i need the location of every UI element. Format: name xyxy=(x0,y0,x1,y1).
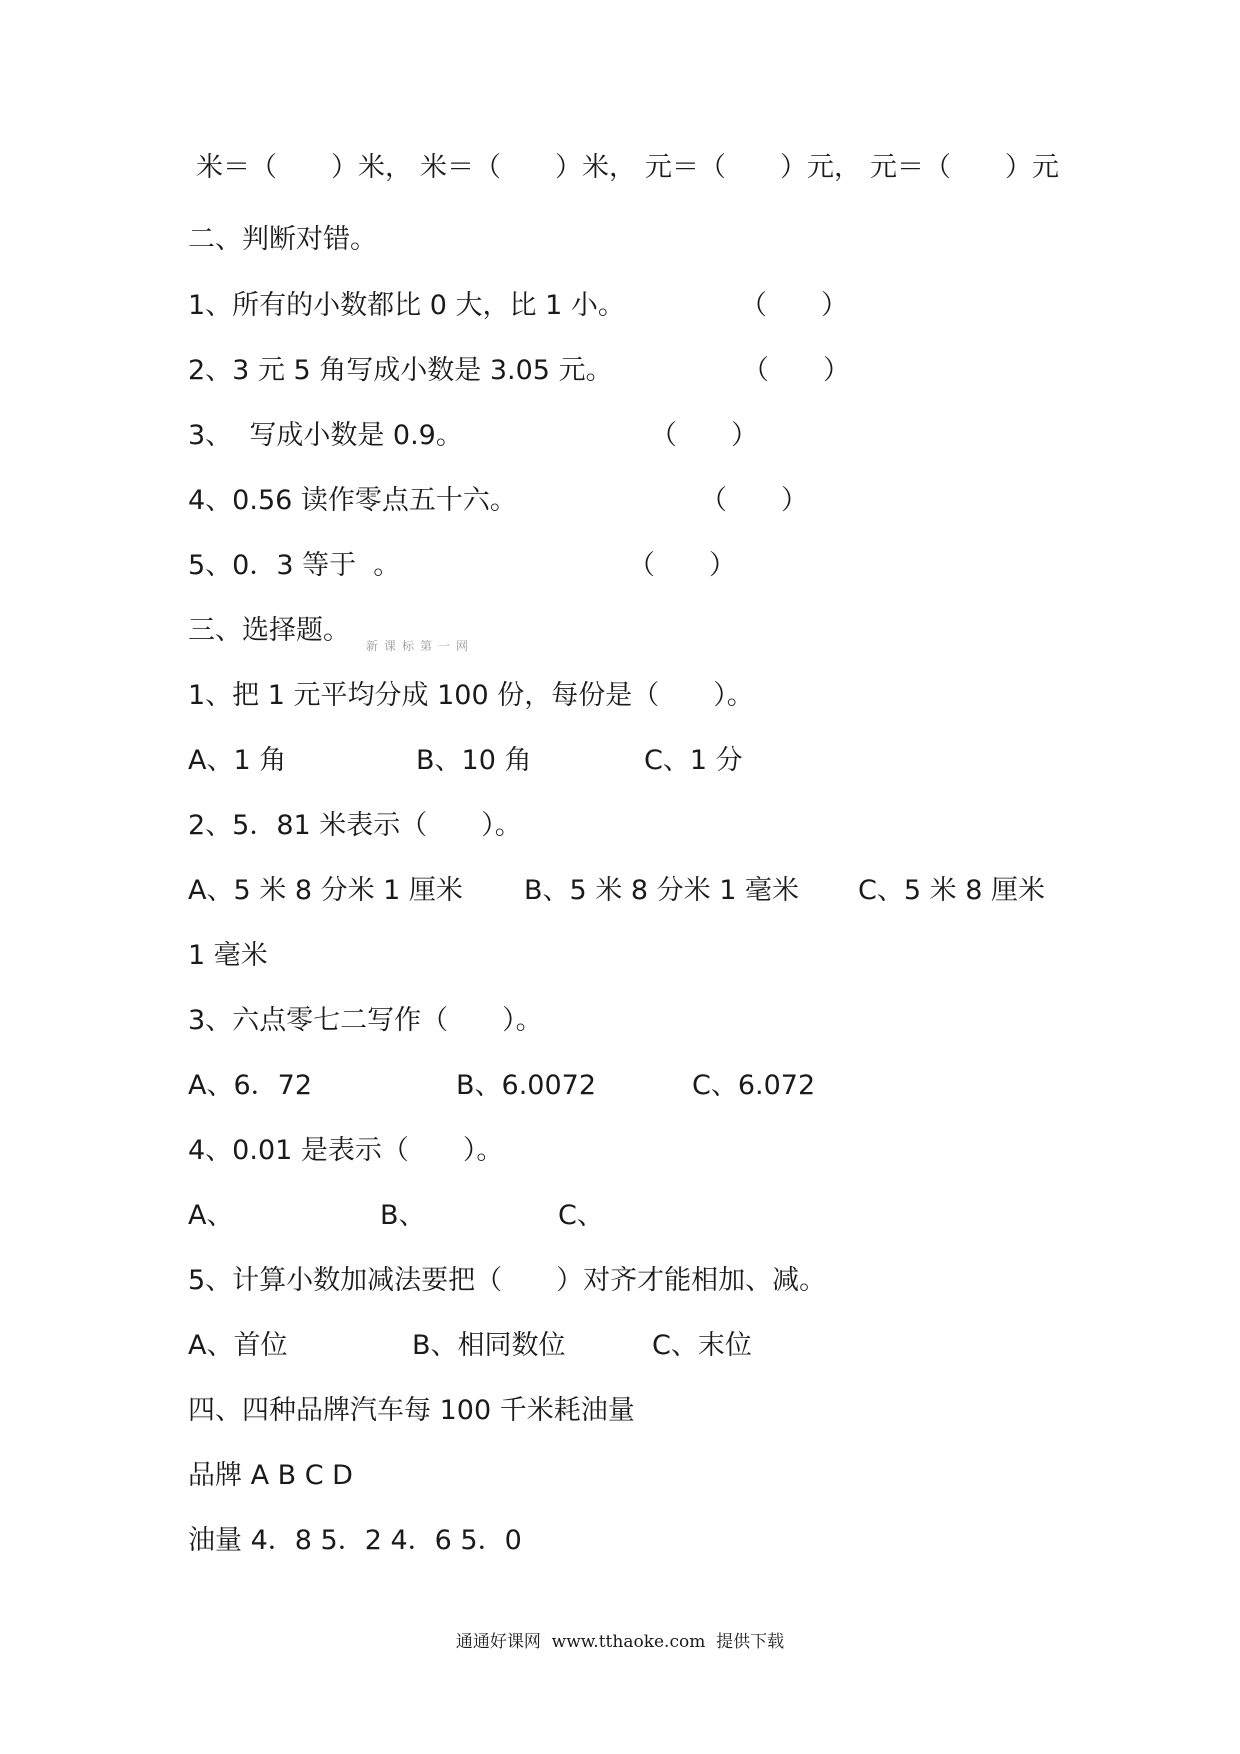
tf-answer-3: （ ） xyxy=(650,420,758,451)
tf-item-2: 2、3 元 5 角写成小数是 3.05 元。 xyxy=(188,355,613,386)
tf-item-4: 4、0.56 读作零点五十六。 xyxy=(188,485,517,516)
mc-q3-option-a: A、6．72 xyxy=(188,1070,313,1101)
mc-q2-option-a: A、5 米 8 分米 1 厘米 xyxy=(188,875,463,906)
mc-q2-continuation: 1 毫米 xyxy=(188,940,268,971)
conversion-item-1: 米＝（ ）米， xyxy=(196,152,412,183)
conversion-item-4: 元＝（ ）元 xyxy=(870,152,1059,183)
mc-q4-option-a: A、 xyxy=(188,1200,234,1231)
mc-q5-option-b: B、相同数位 xyxy=(412,1330,566,1361)
section4-heading: 四、四种品牌汽车每 100 千米耗油量 xyxy=(188,1395,635,1426)
mc-q3-option-b: B、6.0072 xyxy=(456,1070,596,1101)
tf-answer-2: （ ） xyxy=(742,355,850,386)
mc-q1-option-b: B、10 角 xyxy=(416,745,532,776)
watermark: 新课标第一网 xyxy=(366,639,475,653)
tf-item-5: 5、0．3 等于 。 xyxy=(188,550,401,581)
mc-question-2: 2、5．81 米表示（ ）。 xyxy=(188,810,522,841)
conversion-item-3: 元＝（ ）元， xyxy=(645,152,861,183)
tf-answer-5: （ ） xyxy=(628,550,736,581)
mc-question-1: 1、把 1 元平均分成 100 份，每份是（ ）。 xyxy=(188,680,754,711)
section3-heading: 三、选择题。 xyxy=(188,615,350,646)
mc-q4-option-c: C、 xyxy=(558,1200,604,1231)
mc-q5-option-c: C、末位 xyxy=(652,1330,752,1361)
mc-q5-option-a: A、首位 xyxy=(188,1330,288,1361)
mc-question-4: 4、0.01 是表示（ ）。 xyxy=(188,1135,504,1166)
mc-q3-option-c: C、6.072 xyxy=(692,1070,816,1101)
tf-item-1: 1、所有的小数都比 0 大，比 1 小。 xyxy=(188,290,625,321)
section2-heading: 二、判断对错。 xyxy=(188,224,377,255)
fuel-row: 油量 4．8 5．2 4．6 5．0 xyxy=(188,1525,522,1556)
footer: 通通好课网 www.tthaoke.com 提供下载 xyxy=(455,1632,785,1652)
mc-question-3: 3、六点零七二写作（ ）。 xyxy=(188,1005,543,1036)
mc-q1-option-c: C、1 分 xyxy=(644,745,743,776)
mc-q1-option-a: A、1 角 xyxy=(188,745,287,776)
mc-q2-option-b: B、5 米 8 分米 1 毫米 xyxy=(524,875,799,906)
tf-answer-4: （ ） xyxy=(700,485,808,516)
mc-q2-option-c: C、5 米 8 厘米 xyxy=(858,875,1045,906)
tf-item-3: 3、 写成小数是 0.9。 xyxy=(188,420,463,451)
mc-question-5: 5、计算小数加减法要把（ ）对齐才能相加、减。 xyxy=(188,1265,827,1296)
mc-q4-option-b: B、 xyxy=(380,1200,426,1231)
brand-row: 品牌 A B C D xyxy=(188,1460,353,1491)
conversion-item-2: 米＝（ ）米， xyxy=(420,152,636,183)
tf-answer-1: （ ） xyxy=(740,290,848,321)
